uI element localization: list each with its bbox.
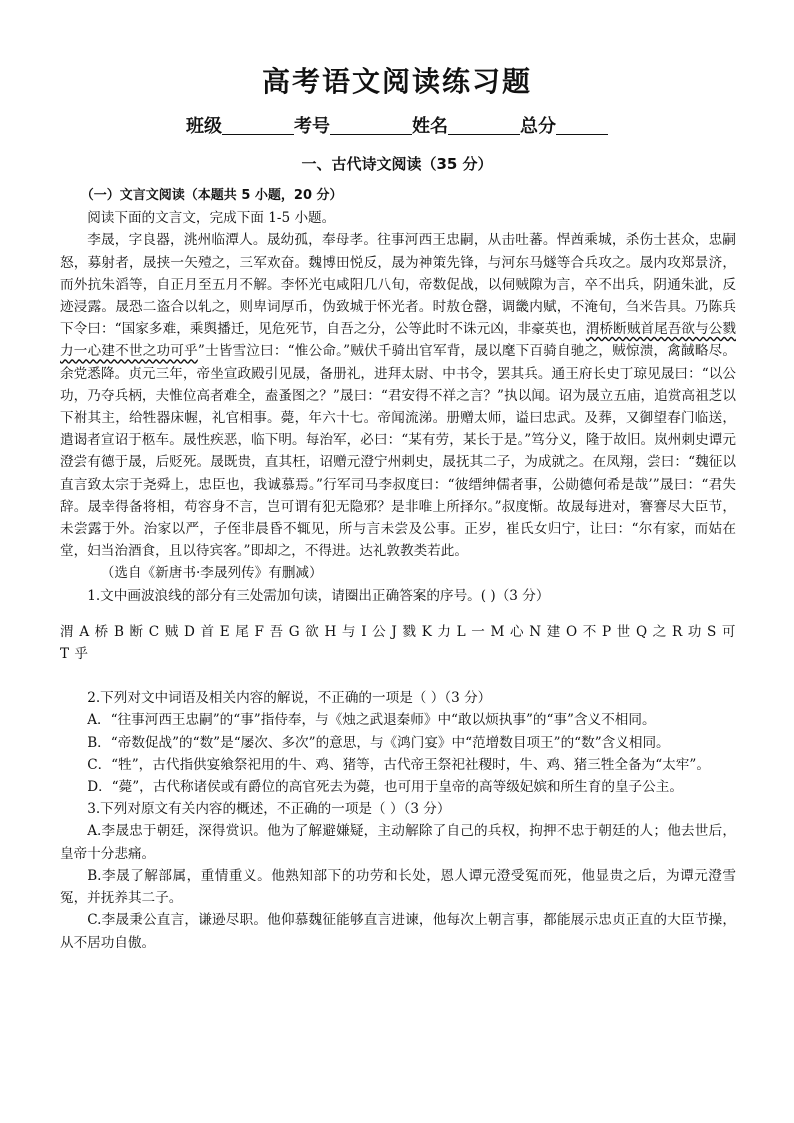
passage (60, 229, 736, 562)
wavy-underlined-text: 渭桥断贼首尾吾欲与公戮力一心建不世之功可乎 (60, 321, 736, 360)
question-3-option-c[interactable]: C.李晟秉公直言，谦逊尽职。他仰慕魏征能够直言进谏，他每次上朝言事，都能展示忠贞正直的大臣节操，从不居功自傲。 (60, 912, 736, 951)
score-label: 总分 (520, 116, 556, 137)
question-3-option-a[interactable]: A.李晟忠于朝廷，深得赏识。他为了解避嫌疑，主动解除了自己的兵权，拘押不忠于朝廷的人；他去世后，皇帝十分悲痛。 (60, 823, 736, 862)
passage-source: （选自《新唐书·李晟列传》有删减） (100, 565, 323, 582)
page-title: 高考语文阅读练习题 (261, 65, 532, 98)
question-2-option-c[interactable]: C．“牲”，古代指供宴飨祭祀用的牛、鸡、猪等，古代帝王祭祀社稷时，牛、鸡、猪三牲全备为“太牢”。 (87, 756, 710, 773)
section-heading: 一、古代诗文阅读（35 分） (301, 155, 493, 173)
exam-no-blank[interactable] (330, 116, 412, 135)
class-label: 班级 (186, 116, 222, 137)
document-body (60, 185, 736, 954)
question-2-option-b[interactable]: B．“帝数促战”的“数”是“屡次、多次”的意思，与《鸿门宴》中“范增数目项王”的“数”含义相同。 (87, 734, 670, 751)
question-3-stem: 3.下列对原文有关内容的概述，不正确的一项是（ ）（3 分） (87, 801, 451, 818)
passage-text-2: ”士皆雪泣曰：“惟公命。”贼伏千骑出官军背，晟以麾下百骑自驰之，贼惊溃，禽馘略尽。余党悉降。贞元三年，帝坐宣政殿引见晟，备册礼，进拜太尉、中书令，罢其兵。通王府长史丁琼见晟曰：“以公功，乃夺兵柄，夫惟位高者难全，盍蚤图之？”晟曰：“君安得不祥之言？”执以闻。诏为晟立五庙，追赏高祖芝以下祔其主，给牲器床幄，礼官相事。薨，年六十七。帝闻流涕。册赠太师，谥曰忠武。及葬，又御望春门临送，遣谒者宣诏于柩车。晟性疾恶，临下明。每治军，必曰：“某有劳，某长于是。”笃分义，隆于故旧。岚州刺史谭元澄尝有德于晟，后贬死。晟既贵，直其枉，诏赠元澄宁州刺史，晟抚其二子，为成就之。在凤翔，尝曰：“魏征以直言致太宗于尧舜上，忠臣也，我诚慕焉。”行军司马李叔度曰：“彼缙绅儒者事，公勋德何希是哉’”晟曰：“君失辞。晟幸得备将相，苟容身不言，岂可谓有犯无隐邪？是非唯上所择尔。”叔度惭。故晟每进对，謇謇尽大臣节，未尝露于外。治家以严，子侄非晨昏不辄见，所与言未尝及公事。正岁，崔氏女归宁，让曰：“尔有家，而姑在堂，妇当治酒食，且以待宾客。”即却之，不得进。达礼敦教类若此。 (60, 343, 736, 560)
name-blank[interactable] (448, 116, 520, 135)
subsection-heading: （一）文言文阅读（本题共 5 小题，20 分） (80, 188, 343, 203)
student-info-line (0, 112, 794, 138)
passage-text-1: 李晟，字良器，洮州临潭人。晟幼孤，奉母孝。往事河西王忠嗣，从击吐蕃。悍酋乘城，杀伤士甚众，忠嗣怒，募射者，晟挟一矢殪之，三军欢奋。魏博田悦反，晟为神策先锋，与河东马燧等合兵攻之。晟内攻郑景济，而外抗朱滔等，自正月至五月不解。李怀光屯咸阳几八旬，帝数促战，以伺贼隙为言，卒不出兵，阴通朱泚，反迹浸露。晟恐二盗合以轧之，则卑词厚币，伪致城于怀光者。时敖仓罄，调畿内赋，不淹旬，刍米告具。乃陈兵下令曰：“国家多难，乘舆播迁，见危死节，自吾之分，公等此时不诛元凶，非豪英也， (60, 232, 736, 338)
class-blank[interactable] (222, 116, 294, 135)
instruction: 阅读下面的文言文，完成下面 1-5 小题。 (87, 210, 336, 227)
question-3-option-b[interactable]: B.李晟了解部属，重情重义。他熟知部下的功劳和长处，恩人谭元澄受冤而死，他显贵之后，为谭元澄雪冤，并抚养其二子。 (60, 867, 736, 907)
exam-no-label: 考号 (294, 116, 330, 137)
name-label: 姓名 (412, 116, 448, 137)
question-2-option-d[interactable]: D．“薨”，古代称诸侯或有爵位的高官死去为薨，也可用于皇帝的高等级妃嫔和所生育的皇子公主。 (87, 779, 683, 796)
question-2-option-a[interactable]: A．“往事河西王忠嗣”的“事”指侍奉，与《烛之武退秦师》中“敢以烦执事”的“事”含义不相同。 (87, 712, 656, 729)
score-blank[interactable] (556, 116, 608, 135)
question-2-stem: 2.下列对文中词语及相关内容的解说，不正确的一项是（ ）（3 分） (87, 690, 492, 707)
question-1-stem: 1.文中画波浪线的部分有三处需加句读，请圈出正确答案的序号。( )（3 分） (87, 587, 550, 604)
question-1-options[interactable]: 渭 A 桥 B 断 C 贼 D 首 E 尾 F 吾 G 欲 H 与 I 公 J 戮 K 力 L 一 M 心 N 建 O 不 P 世 Q 之 R 功 S 可 T 乎 (60, 623, 736, 663)
